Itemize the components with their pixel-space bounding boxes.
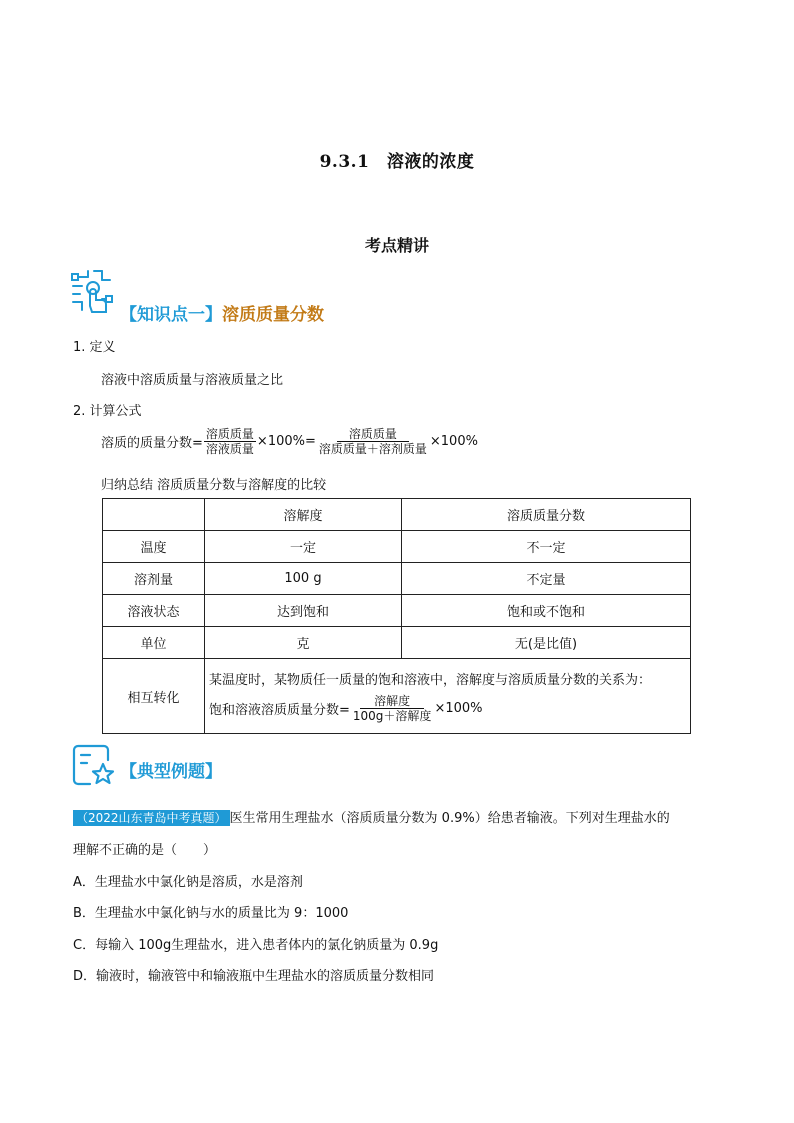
- conversion-fraction: [351, 694, 434, 723]
- conversion-text: 某温度时，某物质任一质量的饱和溶液中，溶解度与溶质质量分数的关系为：: [209, 673, 652, 688]
- formula-times-2: ×100%: [429, 434, 478, 449]
- page-title: 9.3.1 溶液的浓度: [319, 152, 475, 172]
- question-stem-line1: [73, 807, 670, 826]
- formula-lhs: 溶质的质量分数=: [101, 436, 203, 451]
- table-cell: 克: [205, 627, 402, 659]
- table-header-cell: [103, 499, 205, 531]
- section-heading-typical-example: 【典型例题】: [120, 762, 222, 782]
- table-row: [103, 563, 691, 595]
- formula-heading: 2. 计算公式: [73, 404, 142, 419]
- table-cell: 达到饱和: [205, 595, 402, 627]
- table-cell: 不一定: [402, 531, 691, 563]
- table-header-row: [103, 499, 691, 531]
- question-stem-line2: 理解不正确的是（ ）: [73, 843, 217, 858]
- table-row: [103, 531, 691, 563]
- fraction-1: [204, 427, 256, 456]
- fraction-1-numerator: 溶质质量: [205, 427, 254, 441]
- option-c: C．每输入 100g生理盐水，进入患者体内的氯化钠质量为 0.9g: [73, 938, 439, 953]
- conversion-cell: [205, 659, 691, 734]
- section-heading-knowledge-point: 【知识点一】溶质质量分数: [120, 305, 324, 325]
- definition-heading: 1. 定义: [73, 340, 116, 355]
- comparison-table: [102, 498, 691, 734]
- page-subtitle: 考点精讲: [364, 236, 429, 255]
- table-cell: 溶液状态: [103, 595, 205, 627]
- fraction-2-denominator: 溶质质量＋溶剂质量: [318, 442, 427, 456]
- question-source-badge: （2022山东青岛中考真题）: [73, 810, 230, 826]
- conversion-times: ×100%: [434, 701, 483, 716]
- conversion-formula: [209, 694, 686, 723]
- touch-circuit-icon: [68, 268, 120, 318]
- table-row: [103, 595, 691, 627]
- fraction-2-numerator: 溶质质量: [337, 427, 409, 442]
- fraction-1-denominator: 溶液质量: [205, 442, 254, 456]
- table-header-cell: 溶解度: [205, 499, 402, 531]
- question-stem-text: 医生常用生理盐水（溶质质量分数为 0.9%）给患者输液。下列对生理盐水的: [229, 811, 670, 826]
- table-cell: 温度: [103, 531, 205, 563]
- table-cell: 单位: [103, 627, 205, 659]
- table-cell: 相互转化: [103, 659, 205, 734]
- table-cell: 不定量: [402, 563, 691, 595]
- table-cell: 溶剂量: [103, 563, 205, 595]
- formula-times-1: ×100%=: [256, 434, 316, 449]
- table-row-conversion: [103, 659, 691, 734]
- mass-fraction-formula: [101, 427, 478, 456]
- table-cell: 100 g: [205, 563, 402, 595]
- fraction-2: [317, 427, 429, 456]
- table-cell: 一定: [205, 531, 402, 563]
- conversion-numerator: 溶解度: [360, 694, 424, 709]
- conversion-denominator: 100g＋溶解度: [352, 709, 432, 723]
- table-row: [103, 627, 691, 659]
- option-b: B．生理盐水中氯化钠与水的质量比为 9：1000: [73, 906, 349, 921]
- conversion-lhs: 饱和溶液溶质质量分数=: [209, 703, 350, 718]
- summary-label: 归纳总结 溶质质量分数与溶解度的比较: [101, 478, 327, 493]
- definition-body: 溶液中溶质质量与溶液质量之比: [101, 373, 284, 388]
- option-d: D．输液时，输液管中和输液瓶中生理盐水的溶质质量分数相同: [73, 969, 435, 984]
- table-cell: 饱和或不饱和: [402, 595, 691, 627]
- table-header-cell: 溶质质量分数: [402, 499, 691, 531]
- document-star-icon: [70, 742, 118, 790]
- table-cell: 无(是比值): [402, 627, 691, 659]
- option-a: A．生理盐水中氯化钠是溶质，水是溶剂: [73, 875, 303, 890]
